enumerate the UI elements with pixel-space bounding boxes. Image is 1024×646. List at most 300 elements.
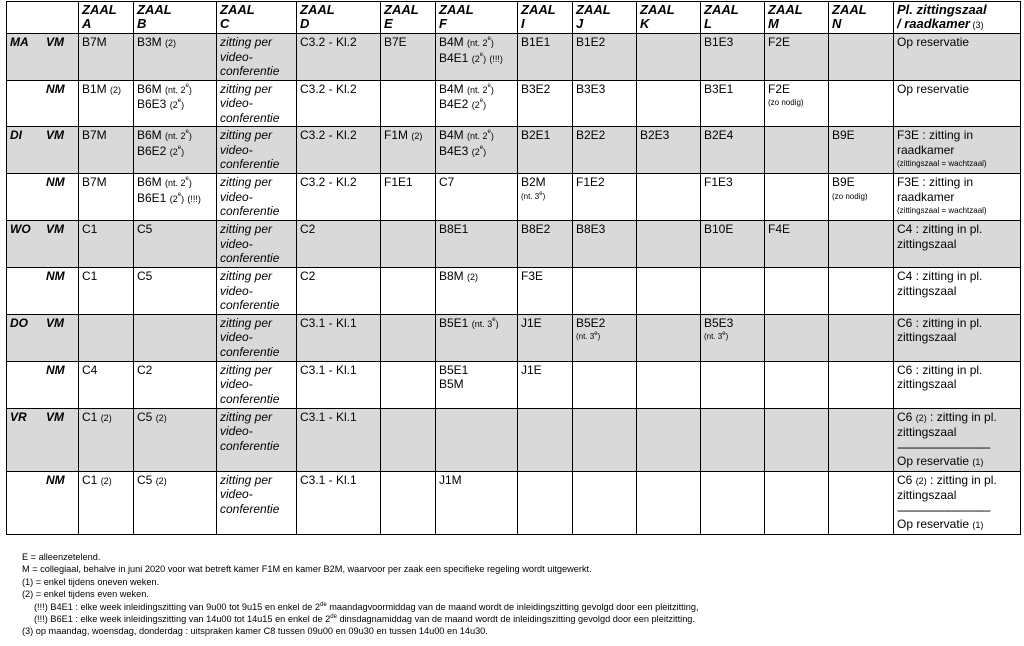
cell-text: C6 (2) : zitting in pl. — [897, 472, 997, 487]
header-col — [436, 2, 518, 34]
footnote-line: M = collegiaal, behalve in juni 2020 voor wat betreft kamer F1M en kamer B2M, waarvoor per zaak een specifieke regeling wordt uitgewerkt. — [22, 564, 592, 575]
cell-j — [573, 314, 637, 361]
cell-j — [573, 361, 637, 408]
cell-text: B4E3 (2e) — [439, 143, 487, 158]
header-col — [701, 2, 765, 34]
cell-d — [297, 80, 381, 127]
cell-text: raadkamer — [897, 189, 955, 204]
cell-text: B5E1 — [439, 362, 469, 377]
cell-e — [381, 221, 436, 268]
row-label — [7, 471, 79, 534]
cell-j — [573, 408, 637, 471]
cell-i — [518, 471, 573, 534]
row-label — [7, 361, 79, 408]
cell-text: F2E — [768, 81, 791, 96]
cell-text: video- — [220, 96, 253, 110]
cell-text: C5 (2) — [137, 472, 167, 487]
cell-b — [134, 471, 217, 534]
header-line2: L — [704, 16, 712, 31]
cell-i — [518, 361, 573, 408]
cell-f — [436, 268, 518, 315]
cell-p — [894, 80, 1021, 127]
header-line2: C — [220, 16, 230, 31]
daypart-label: NM — [46, 362, 65, 377]
cell-text: B3E3 — [576, 81, 606, 96]
cell-b — [134, 80, 217, 127]
cell-a — [79, 361, 134, 408]
cell-e — [381, 80, 436, 127]
cell-text: C3.2 - Kl.2 — [300, 81, 357, 96]
daypart-label: NM — [46, 269, 65, 283]
cell-c — [217, 221, 297, 268]
table-row — [7, 174, 1021, 221]
cell-text: ------------------------------- — [897, 502, 990, 517]
cell-text: C1 (2) — [82, 472, 112, 487]
cell-text: C3.1 - Kl.1 — [300, 362, 357, 377]
cell-text: (zittingszaal = wachtzaal) — [897, 206, 987, 215]
header-col — [297, 2, 381, 34]
header-col — [134, 2, 217, 34]
header-col — [381, 2, 436, 34]
cell-i — [518, 34, 573, 81]
cell-text: Op reservatie — [897, 35, 970, 49]
cell-c — [217, 268, 297, 315]
cell-k — [637, 221, 701, 268]
cell-i — [518, 314, 573, 361]
cell-text: B3E2 — [521, 81, 551, 96]
daypart-label: VM — [46, 409, 64, 424]
table-row — [7, 34, 1021, 81]
cell-p — [894, 221, 1021, 268]
cell-text: B4E2 (2e) — [439, 97, 487, 111]
header-col — [217, 2, 297, 34]
cell-n — [829, 127, 894, 174]
cell-m — [765, 471, 829, 534]
cell-text: C3.1 - Kl.1 — [300, 315, 357, 330]
cell-text: C3.2 - Kl.2 — [300, 175, 357, 189]
cell-k — [637, 127, 701, 174]
header-line1: ZAAL — [768, 2, 803, 17]
cell-d — [297, 221, 381, 268]
table-row — [7, 127, 1021, 174]
cell-p — [894, 314, 1021, 361]
cell-p — [894, 127, 1021, 174]
cell-c — [217, 34, 297, 81]
cell-text: conferentie — [220, 298, 280, 312]
cell-j — [573, 127, 637, 174]
daypart-label: NM — [46, 81, 65, 96]
cell-j — [573, 34, 637, 81]
cell-text: B6M (nt. 2e) — [137, 128, 192, 142]
cell-k — [637, 174, 701, 221]
cell-text: B7E — [384, 35, 407, 49]
cell-text: zittingszaal — [897, 330, 957, 344]
cell-m — [765, 127, 829, 174]
header-line2: B — [137, 16, 147, 31]
cell-text: zittingszaal — [897, 425, 957, 439]
header-col — [765, 2, 829, 34]
cell-text: conferentie — [220, 391, 280, 406]
table-row — [7, 268, 1021, 315]
cell-text: C5 — [137, 269, 153, 283]
cell-j — [573, 80, 637, 127]
cell-b — [134, 314, 217, 361]
footnote-line: (2) = enkel tijdens even weken. — [22, 589, 149, 600]
cell-l — [701, 174, 765, 221]
schedule-body — [7, 34, 1021, 535]
cell-c — [217, 314, 297, 361]
cell-text: F4E — [768, 222, 791, 236]
cell-text: B4M (nt. 2e) — [439, 35, 494, 49]
cell-text: zitting per — [220, 409, 273, 424]
cell-p — [894, 471, 1021, 534]
cell-f — [436, 174, 518, 221]
cell-text: (nt. 3e) — [704, 331, 729, 341]
cell-text: video- — [220, 377, 253, 391]
cell-text: F3E : zitting in — [897, 128, 974, 142]
cell-e — [381, 268, 436, 315]
row-label — [7, 174, 79, 221]
cell-text: B5M — [439, 377, 464, 391]
cell-k — [637, 361, 701, 408]
cell-text: B1E2 — [576, 35, 606, 49]
cell-f — [436, 34, 518, 81]
row-label — [7, 268, 79, 315]
cell-text: C1 — [82, 222, 98, 236]
cell-p — [894, 361, 1021, 408]
header-line1: ZAAL — [704, 2, 739, 17]
cell-i — [518, 80, 573, 127]
header-line2: I — [521, 16, 525, 31]
cell-text: conferentie — [220, 157, 280, 171]
cell-c — [217, 80, 297, 127]
cell-a — [79, 80, 134, 127]
cell-b — [134, 34, 217, 81]
cell-text: zitting per — [220, 81, 273, 96]
cell-i — [518, 268, 573, 315]
cell-n — [829, 471, 894, 534]
cell-n — [829, 314, 894, 361]
header-line1: ZAAL — [521, 2, 556, 17]
header-suffix: (3) — [970, 20, 984, 30]
cell-text: C7 — [439, 175, 455, 189]
daypart-label: NM — [46, 472, 65, 487]
cell-text: C6 : zitting in pl. — [897, 362, 983, 377]
cell-a — [79, 127, 134, 174]
cell-text: C2 — [300, 222, 316, 236]
cell-text: conferentie — [220, 344, 280, 359]
cell-e — [381, 314, 436, 361]
table-row — [7, 408, 1021, 471]
header-line1: ZAAL — [82, 2, 117, 17]
cell-text: video- — [220, 330, 253, 344]
cell-text: B8E2 — [521, 222, 551, 236]
schedule-table — [6, 1, 1021, 535]
cell-k — [637, 471, 701, 534]
cell-text: (zo nodig) — [832, 191, 868, 201]
cell-text: F3E : zitting in — [897, 175, 974, 189]
header-corner — [7, 2, 79, 34]
cell-d — [297, 174, 381, 221]
cell-text: zitting per — [220, 362, 273, 377]
daypart-label: VM — [46, 128, 64, 142]
cell-a — [79, 471, 134, 534]
cell-text: B4E1 (2e) (!!!) — [439, 50, 503, 65]
cell-m — [765, 268, 829, 315]
header-col — [829, 2, 894, 34]
cell-text: B7M — [82, 128, 107, 142]
cell-text: zittingszaal — [897, 236, 957, 251]
cell-j — [573, 471, 637, 534]
cell-text: B8E1 — [439, 222, 469, 236]
cell-text: video- — [220, 49, 253, 64]
cell-text: conferentie — [220, 438, 280, 453]
cell-text: F1E1 — [384, 175, 413, 189]
cell-text: raadkamer — [897, 142, 955, 157]
cell-text: C4 : zitting in pl. — [897, 269, 983, 283]
row-label — [7, 221, 79, 268]
cell-text: zitting per — [220, 222, 273, 236]
cell-n — [829, 174, 894, 221]
cell-text: ------------------------------- — [897, 439, 990, 454]
cell-e — [381, 361, 436, 408]
cell-text: video- — [220, 424, 253, 438]
cell-p — [894, 174, 1021, 221]
cell-n — [829, 408, 894, 471]
table-row — [7, 314, 1021, 361]
header-line2: N — [832, 16, 842, 31]
cell-p — [894, 408, 1021, 471]
cell-l — [701, 361, 765, 408]
cell-n — [829, 268, 894, 315]
cell-c — [217, 471, 297, 534]
cell-i — [518, 174, 573, 221]
header-col — [518, 2, 573, 34]
cell-k — [637, 34, 701, 81]
cell-text: C4 : zitting in pl. — [897, 222, 983, 236]
row-label — [7, 127, 79, 174]
cell-k — [637, 80, 701, 127]
cell-i — [518, 127, 573, 174]
cell-l — [701, 221, 765, 268]
cell-a — [79, 221, 134, 268]
cell-text: video- — [220, 236, 253, 251]
cell-text: (zo nodig) — [768, 98, 804, 107]
cell-text: B6E1 (2e) (!!!) — [137, 190, 201, 205]
cell-m — [765, 221, 829, 268]
row-label — [7, 34, 79, 81]
cell-text: B6M (nt. 2e) — [137, 175, 192, 189]
cell-f — [436, 314, 518, 361]
cell-text: C3.1 - Kl.1 — [300, 409, 357, 424]
cell-text: B7M — [82, 175, 107, 189]
cell-l — [701, 471, 765, 534]
footnote-line: (!!!) B6E1 : elke week inleidingszitting van 14u00 tot 14u15 en enkel de 2de dinsdagnamiddag van de maand wordt de inleidingszitting gevolgd door een pleitzitting. — [34, 614, 695, 625]
cell-c — [217, 174, 297, 221]
cell-b — [134, 361, 217, 408]
cell-text: video- — [220, 283, 253, 298]
cell-l — [701, 268, 765, 315]
cell-text: zitting per — [220, 472, 273, 487]
cell-p — [894, 34, 1021, 81]
cell-text: video- — [220, 142, 253, 157]
cell-a — [79, 34, 134, 81]
cell-text: C5 (2) — [137, 409, 167, 424]
cell-l — [701, 80, 765, 127]
cell-f — [436, 80, 518, 127]
header-line2: J — [576, 16, 584, 31]
cell-text: conferentie — [220, 251, 280, 265]
cell-l — [701, 408, 765, 471]
day-label: DO — [10, 315, 28, 330]
cell-text: F2E — [768, 35, 791, 49]
footnote-line: (3) op maandag, woensdag, donderdag : uitspraken kamer C8 tussen 09u00 en 09u30 en tussen 14u00 en 14u30. — [22, 626, 488, 637]
cell-m — [765, 314, 829, 361]
cell-text: C5 — [137, 222, 153, 236]
cell-text: B1E3 — [704, 35, 734, 49]
cell-k — [637, 408, 701, 471]
cell-a — [79, 174, 134, 221]
cell-text: B9E — [832, 128, 855, 142]
daypart-label: VM — [46, 315, 64, 330]
cell-f — [436, 408, 518, 471]
cell-c — [217, 361, 297, 408]
cell-e — [381, 471, 436, 534]
cell-text: zittingszaal — [897, 283, 957, 298]
cell-d — [297, 127, 381, 174]
cell-d — [297, 408, 381, 471]
cell-text: F3E — [521, 269, 544, 283]
cell-text: C2 — [300, 269, 316, 283]
cell-text: C4 — [82, 362, 98, 377]
cell-text: Op reservatie (1) — [897, 454, 984, 468]
cell-p — [894, 268, 1021, 315]
header-line2: D — [300, 16, 310, 31]
cell-e — [381, 174, 436, 221]
cell-text: conferentie — [220, 110, 280, 125]
cell-text: B3M (2) — [137, 35, 177, 49]
cell-f — [436, 127, 518, 174]
cell-m — [765, 80, 829, 127]
cell-l — [701, 314, 765, 361]
header-line1: ZAAL — [220, 2, 255, 17]
cell-text: B5E2 — [576, 315, 606, 330]
cell-m — [765, 34, 829, 81]
cell-text: (zittingszaal = wachtzaal) — [897, 159, 987, 168]
cell-text: B1E1 — [521, 35, 551, 49]
header-line1: ZAAL — [832, 2, 867, 17]
header-line2: M — [768, 16, 779, 31]
cell-text: B6E3 (2e) — [137, 97, 185, 111]
cell-d — [297, 471, 381, 534]
cell-text: C6 : zitting in pl. — [897, 315, 983, 330]
cell-d — [297, 314, 381, 361]
header-row — [7, 2, 1021, 34]
day-label: WO — [10, 222, 31, 236]
cell-b — [134, 408, 217, 471]
header-col — [573, 2, 637, 34]
header-line2: F — [439, 16, 447, 31]
header-col — [79, 2, 134, 34]
cell-e — [381, 34, 436, 81]
cell-text: B5E1 (nt. 3e) — [439, 315, 499, 330]
cell-text: B5E3 — [704, 315, 734, 330]
cell-f — [436, 221, 518, 268]
cell-text: zitting per — [220, 315, 273, 330]
cell-text: J1E — [521, 315, 542, 330]
row-label — [7, 408, 79, 471]
cell-text: zitting per — [220, 128, 273, 142]
cell-text: zitting per — [220, 35, 273, 49]
cell-text: B6M (nt. 2e) — [137, 81, 192, 96]
header-line1: ZAAL — [439, 2, 474, 17]
cell-text: F1E2 — [576, 175, 605, 189]
cell-b — [134, 268, 217, 315]
header-line1: ZAAL — [384, 2, 419, 17]
cell-k — [637, 268, 701, 315]
cell-text: conferentie — [220, 204, 280, 218]
cell-i — [518, 408, 573, 471]
footnote-line: (!!!) B4E1 : elke week inleidingszitting van 9u00 tot 9u15 en enkel de 2de maandagvoormiddag van de maand wordt de inleidingszitting gevolgd door een pleitzitting, — [34, 601, 699, 612]
cell-text: B9E — [832, 175, 855, 189]
cell-text: zittingszaal — [897, 377, 957, 391]
cell-m — [765, 361, 829, 408]
cell-text: (nt. 3e) — [576, 331, 601, 341]
day-label: DI — [10, 128, 22, 142]
header-line1: Pl. zittingszaal — [897, 2, 987, 17]
cell-b — [134, 221, 217, 268]
header-col — [894, 2, 1021, 34]
cell-l — [701, 127, 765, 174]
cell-text: video- — [220, 487, 253, 501]
cell-f — [436, 471, 518, 534]
cell-text: B2E2 — [576, 128, 606, 142]
cell-a — [79, 314, 134, 361]
day-label: VR — [10, 409, 27, 424]
row-label — [7, 80, 79, 127]
cell-j — [573, 174, 637, 221]
row-label — [7, 314, 79, 361]
header-line2: / raadkamer (3) — [897, 16, 984, 31]
cell-text: Op reservatie — [897, 81, 970, 96]
cell-text: (nt. 3e) — [521, 190, 546, 201]
cell-text: B4M (nt. 2e) — [439, 128, 494, 142]
cell-b — [134, 127, 217, 174]
cell-text: C3.2 - Kl.2 — [300, 128, 357, 142]
cell-j — [573, 268, 637, 315]
cell-text: zittingszaal — [897, 488, 957, 502]
cell-text: F1M (2) — [384, 128, 423, 142]
cell-text: B2E4 — [704, 128, 734, 142]
cell-text: B10E — [704, 222, 734, 236]
cell-text: conferentie — [220, 64, 280, 78]
cell-text: C3.2 - Kl.2 — [300, 35, 357, 49]
header-line1: ZAAL — [137, 2, 172, 17]
cell-a — [79, 268, 134, 315]
cell-text: C1 (2) — [82, 409, 112, 424]
cell-b — [134, 174, 217, 221]
cell-e — [381, 408, 436, 471]
cell-text: C3.1 - Kl.1 — [300, 472, 357, 487]
cell-text: C2 — [137, 362, 153, 377]
cell-f — [436, 361, 518, 408]
table-row — [7, 221, 1021, 268]
daypart-label: NM — [46, 175, 65, 189]
table-row — [7, 471, 1021, 534]
cell-text: B2M — [521, 175, 546, 189]
cell-text: zitting per — [220, 175, 273, 189]
cell-text: F1E3 — [704, 175, 733, 189]
